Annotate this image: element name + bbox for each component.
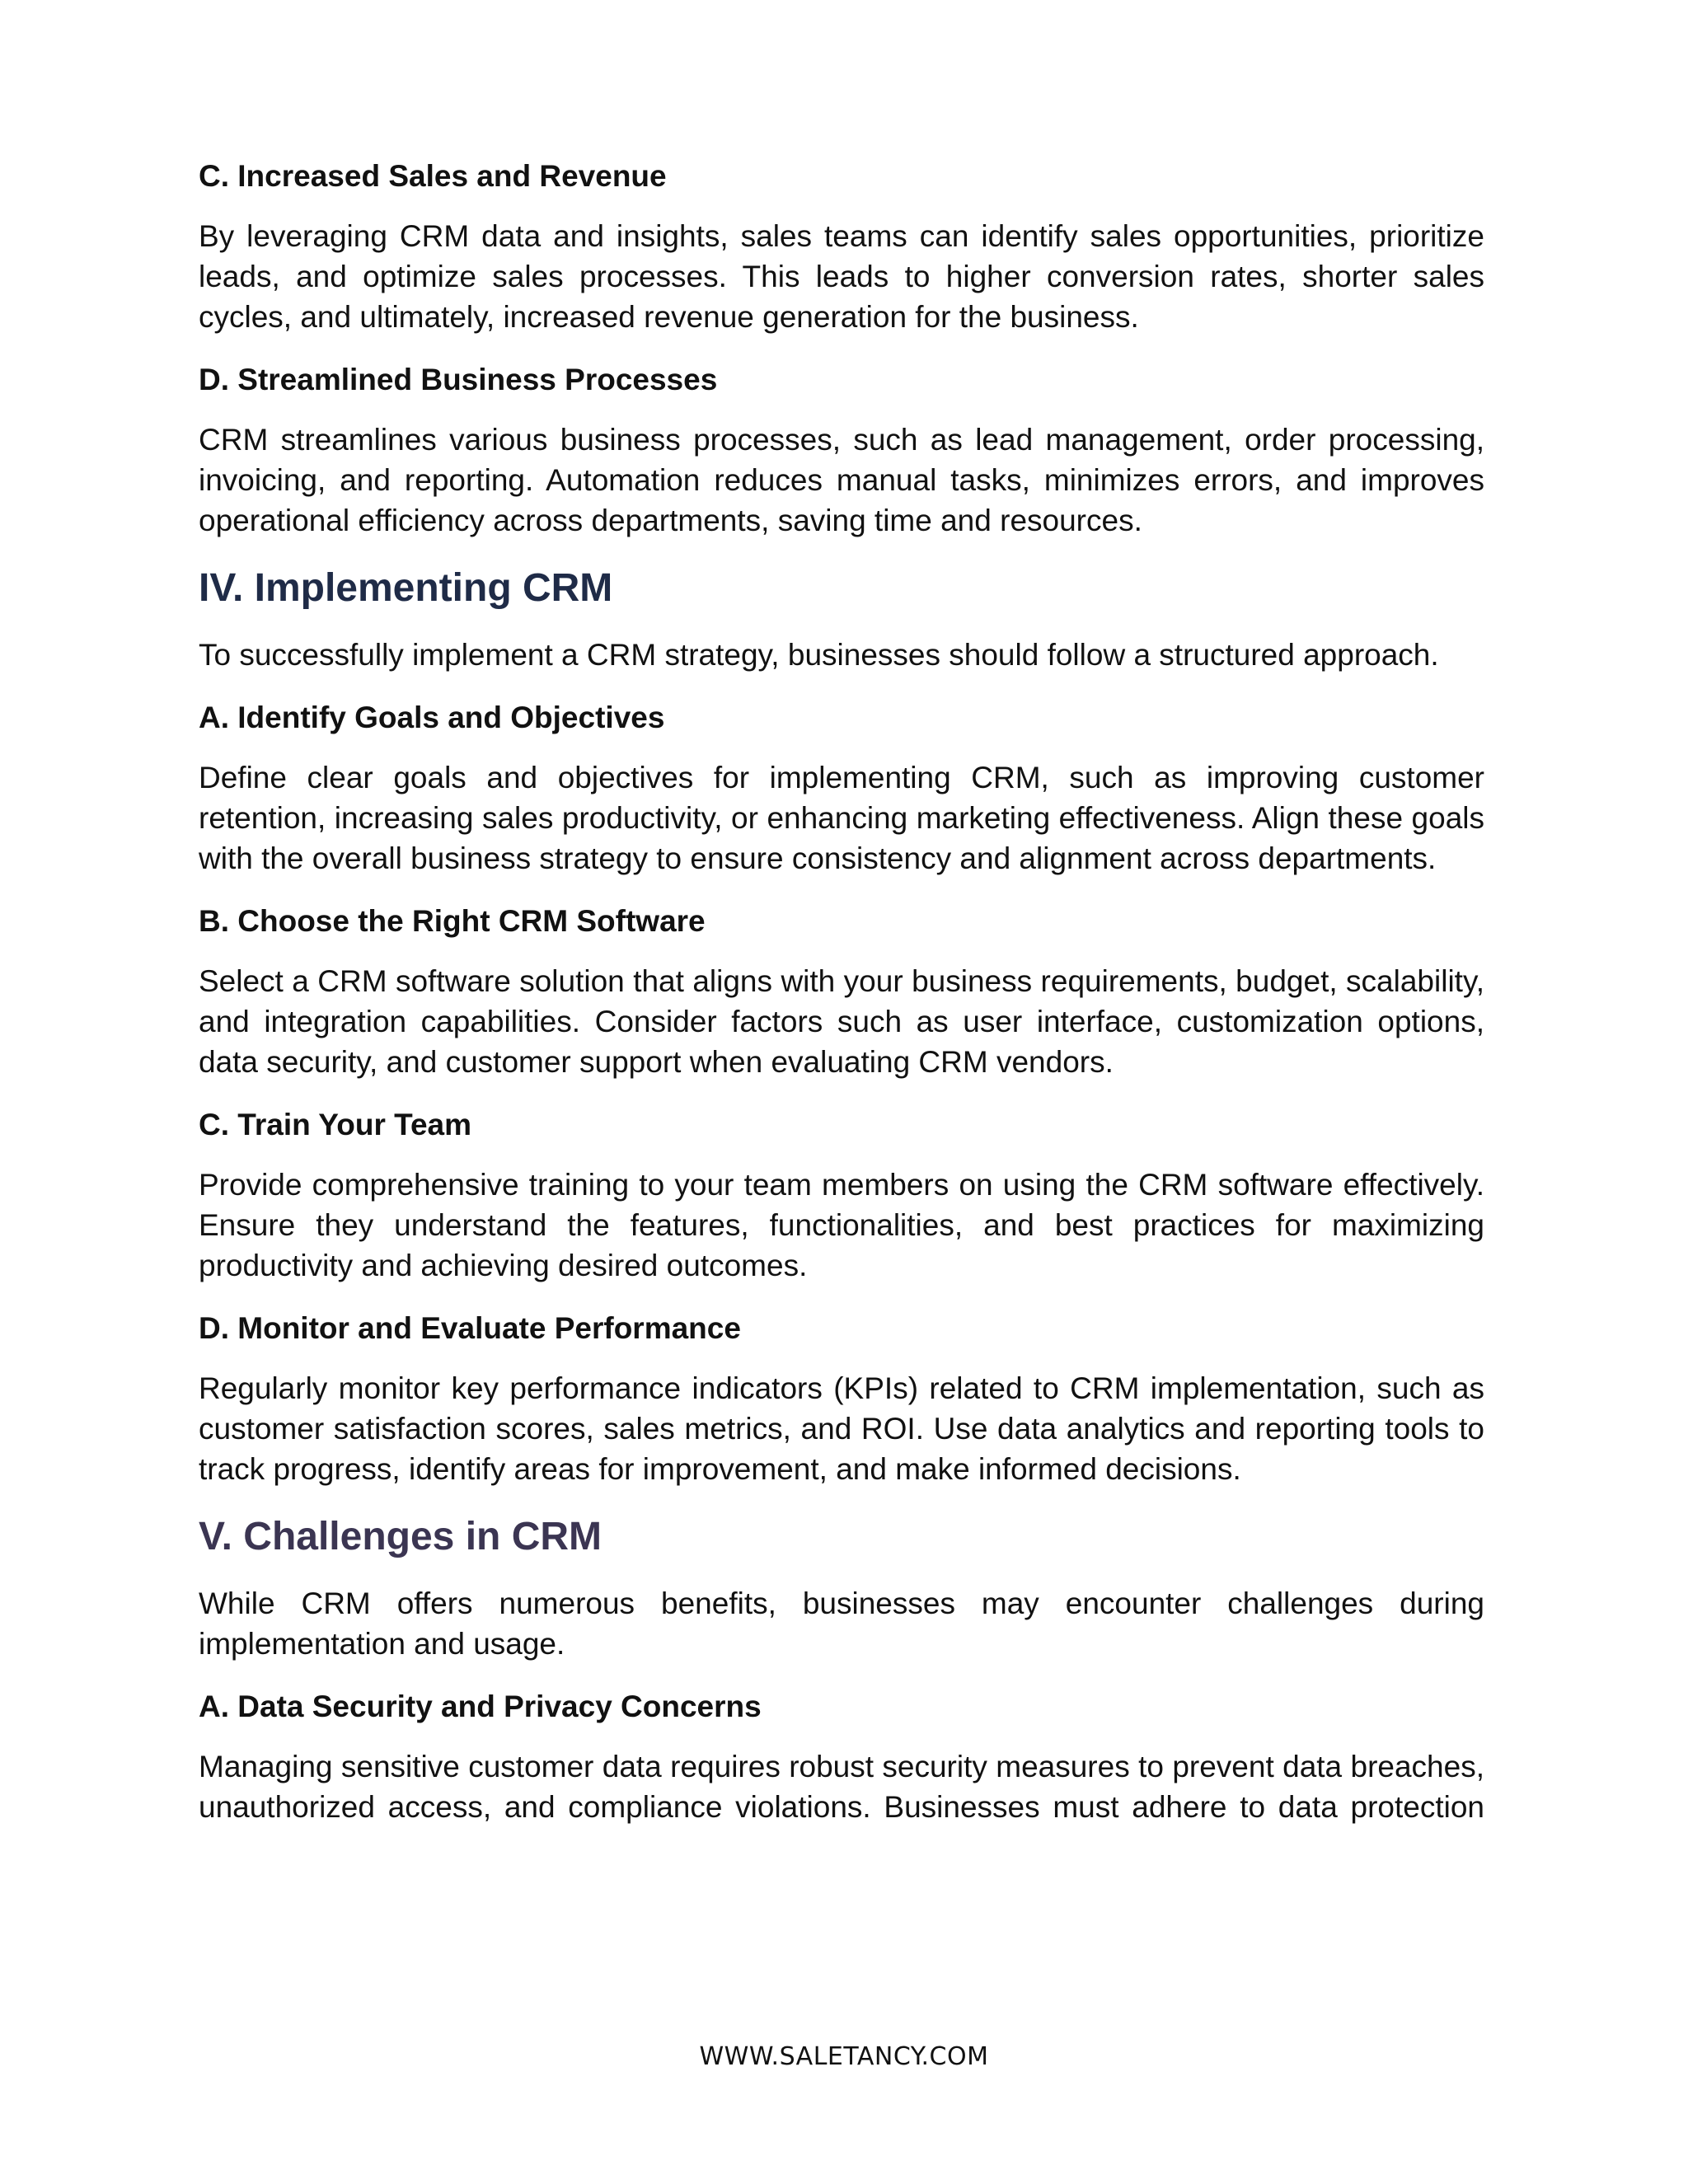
paragraph-challenges-intro: While CRM offers numerous benefits, businesses may encounter challenges during implementation and usage.: [199, 1586, 1484, 1661]
paragraph-identify-goals: Define clear goals and objectives for implementing CRM, such as improving customer retention, increasing sales productivity, or enhancing marketing effectiveness. Align these goals with the overall business strategy to ensure consistency and alignment across departments.: [199, 761, 1484, 875]
heading-c-increased-sales: C. Increased Sales and Revenue: [199, 159, 667, 193]
section-title-implementing-crm: IV. Implementing CRM: [199, 566, 613, 610]
paragraph-train-team: Provide comprehensive training to your team members on using the CRM software effectively. Ensure they understand the features, functionalities, and best practices for maximizing productivity and achieving desired outcomes.: [199, 1168, 1484, 1282]
section-title-challenges-crm: V. Challenges in CRM: [199, 1515, 602, 1558]
paragraph-implementing-intro: To successfully implement a CRM strategy, businesses should follow a structured approach.: [199, 638, 1439, 672]
paragraph-choose-software: Select a CRM software solution that aligns with your business requirements, budget, scalability, and integration capabilities. Consider factors such as user interface, customization options, data security, and customer support when evaluating CRM vendors.: [199, 964, 1484, 1079]
document-page: [199, 148, 1484, 1827]
paragraph-monitor-performance: Regularly monitor key performance indicators (KPIs) related to CRM implementation, such as customer satisfaction scores, sales metrics, and ROI. Use data analytics and reporting tools to track progress, identify areas for improvement, and make informed decisions.: [199, 1371, 1484, 1486]
heading-d-monitor-performance: D. Monitor and Evaluate Performance: [199, 1311, 741, 1345]
heading-a-identify-goals: A. Identify Goals and Objectives: [199, 701, 665, 734]
paragraph-streamlined-processes: CRM streamlines various business processes, such as lead management, order processing, invoicing, and reporting. Automation reduces manual tasks, minimizes errors, and improves operational efficiency across departments, saving time and resources.: [199, 423, 1484, 537]
paragraph-data-security: Managing sensitive customer data requires robust security measures to prevent data breaches, unauthorized access, and compliance violations. Businesses must adhere to data protection: [199, 1750, 1484, 1824]
heading-b-choose-software: B. Choose the Right CRM Software: [199, 904, 706, 938]
heading-a-data-security: A. Data Security and Privacy Concerns: [199, 1690, 762, 1723]
heading-c-train-team: C. Train Your Team: [199, 1108, 472, 1141]
footer-website: WWW.SALETANCY.COM: [699, 2042, 989, 2071]
heading-d-streamlined-processes: D. Streamlined Business Processes: [199, 363, 718, 396]
paragraph-increased-sales: By leveraging CRM data and insights, sales teams can identify sales opportunities, prioritize leads, and optimize sales processes. This leads to higher conversion rates, shorter sales cycles, and ultimately, increased revenue generation for the business.: [199, 219, 1484, 334]
